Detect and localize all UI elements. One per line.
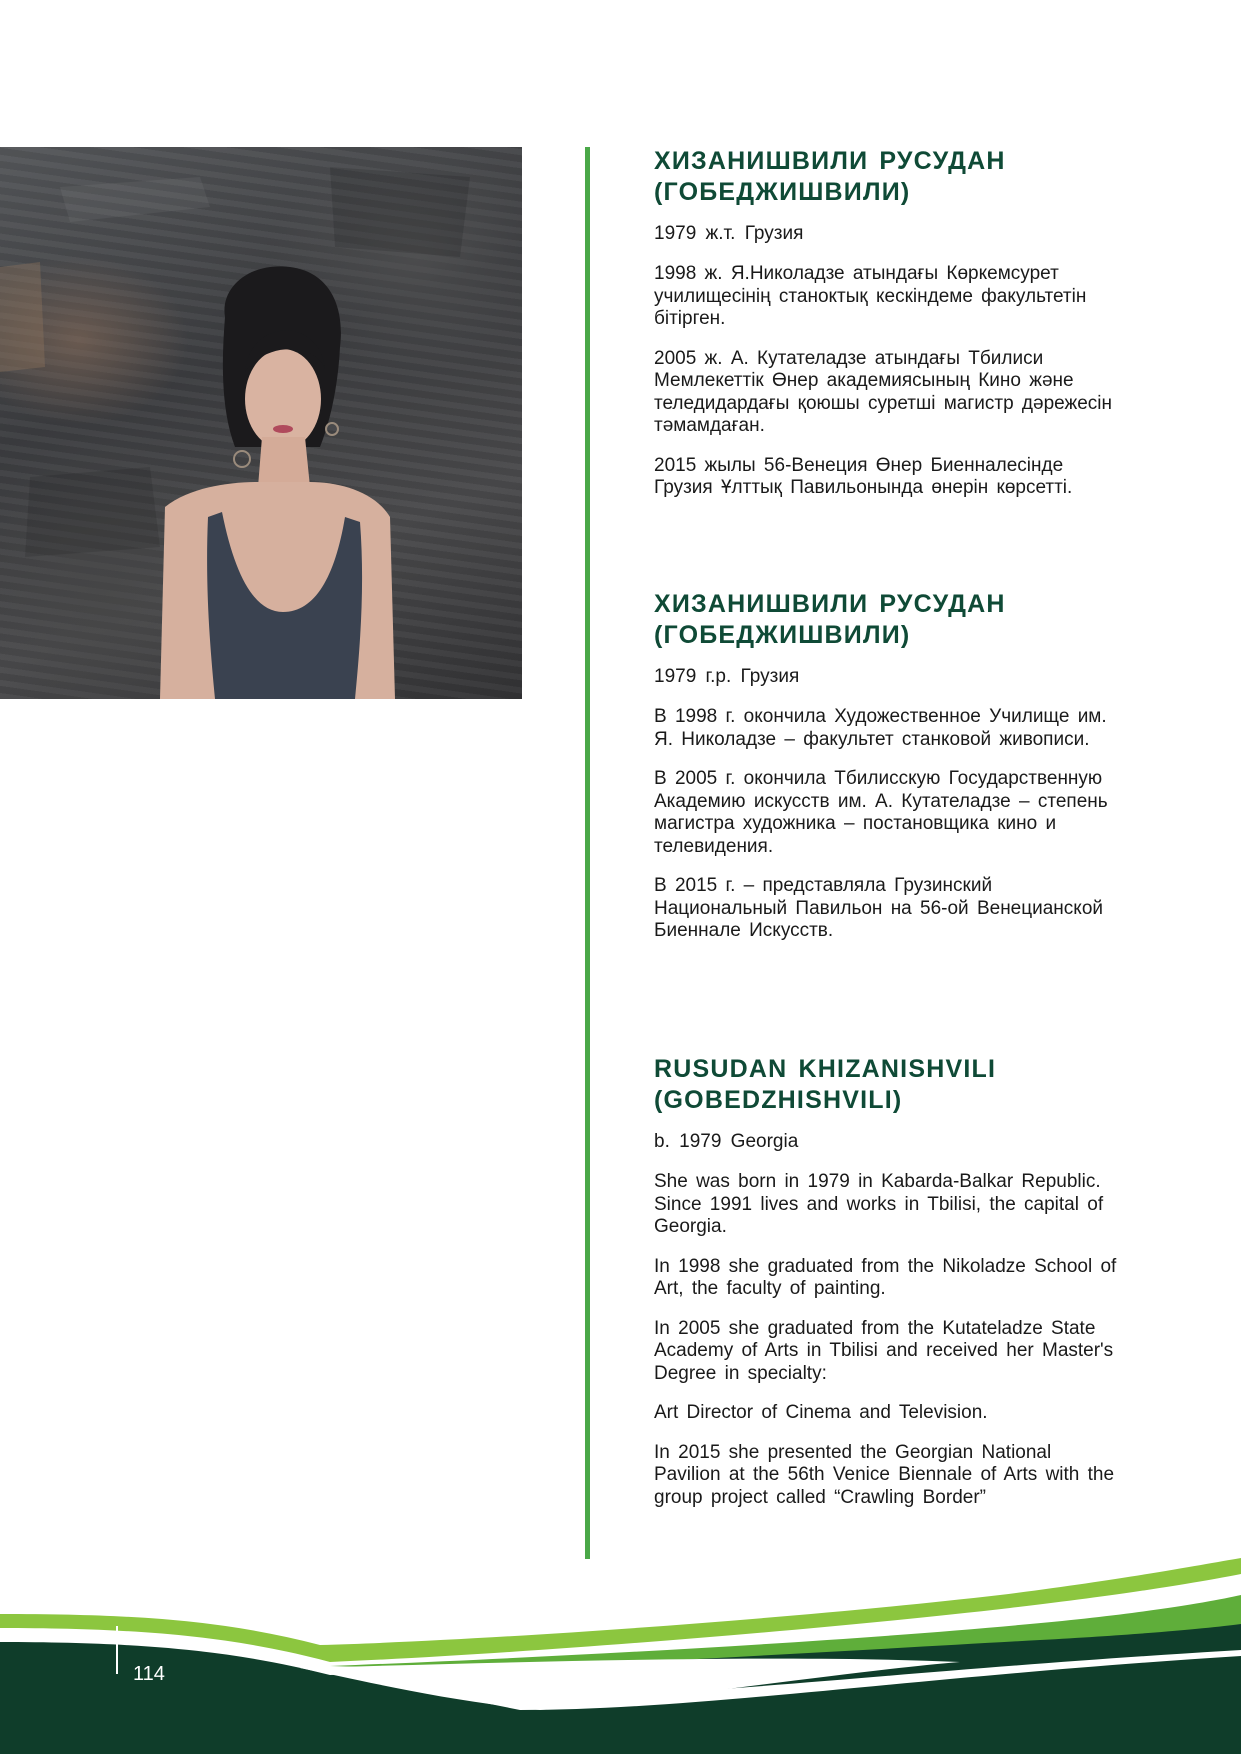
portrait-photo	[0, 147, 522, 699]
bio-paragraph: In 1998 she graduated from the Nikoladze School of Art, the faculty of painting.	[654, 1255, 1117, 1299]
bio-paragraph: 1998 ж. Я.Николадзе атындағы Көркемсурет училищесінің станоктық кескіндеме факультетін бітірген.	[654, 263, 1087, 329]
bio-paragraph: In 2015 she presented the Georgian National Pavilion at the 56th Venice Biennale of Arts with the group project called “Crawling Border”	[654, 1441, 1115, 1508]
bio-english	[654, 1054, 1124, 1526]
page-number-bar	[116, 1626, 118, 1674]
bio-paragraph: В 1998 г. окончила Художественное Училище им. Я. Николадзе – факультет станковой живописи.	[654, 706, 1107, 750]
portrait-illustration	[0, 147, 522, 699]
bio-title: ХИЗАНИШВИЛИ РУСУДАН (ГОБЕДЖИШВИЛИ)	[654, 590, 1006, 649]
bio-paragraph: В 2005 г. окончила Тбилисскую Государственную Академию искусств им. А. Кутателадзе – степень магистра художника – постановщика кино и телевидения.	[654, 768, 1108, 857]
bio-paragraph: 2015 жылы 56-Венеция Өнер Биенналесінде Грузия Ұлттық Павильонында өнерін көрсетті.	[654, 454, 1073, 498]
bio-title: ХИЗАНИШВИЛИ РУСУДАН (ГОБЕДЖИШВИЛИ)	[654, 147, 1006, 206]
bio-paragraph: In 2005 she graduated from the Kutateladze State Academy of Arts in Tbilisi and received her Master's Degree in specialty:	[654, 1317, 1114, 1384]
bio-paragraph: She was born in 1979 in Kabarda-Balkar Republic. Since 1991 lives and works in Tbilisi, the capital of Georgia.	[654, 1171, 1104, 1237]
bio-kazakh	[654, 146, 1124, 517]
bio-birth-year: b. 1979 Georgia	[654, 1131, 799, 1152]
bio-russian	[654, 589, 1124, 960]
bio-birth-year: 1979 ж.т. Грузия	[654, 223, 804, 244]
bio-paragraph: Art Director of Cinema and Television.	[654, 1402, 988, 1423]
bio-title: RUSUDAN KHIZANISHVILI (GOBEDZHISHVILI)	[654, 1055, 997, 1114]
bio-paragraph: 2005 ж. А. Кутателадзе атындағы Тбилиси Мемлекеттік Өнер академиясының Кино және теледидардағы қоюшы суретші магистр дәрежесін тәмамдаған.	[654, 347, 1112, 436]
vertical-divider	[585, 147, 590, 1559]
page-number: 114	[133, 1663, 165, 1685]
bio-birth-year: 1979 г.р. Грузия	[654, 666, 800, 687]
bio-paragraph: В 2015 г. – представляла Грузинский Национальный Павильон на 56-ой Венецианской Биеннале Искусств.	[654, 875, 1104, 941]
footer-wave	[0, 1550, 1241, 1754]
